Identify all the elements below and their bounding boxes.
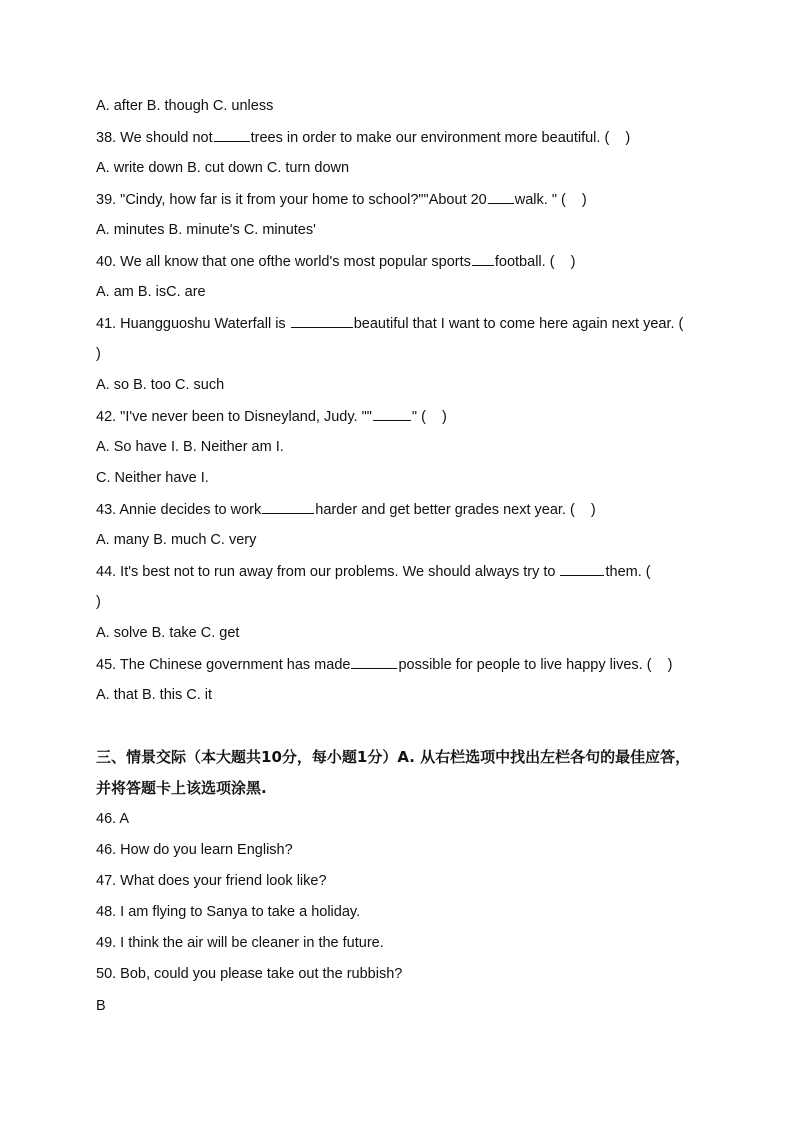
question-47: 47. What does your friend look like? bbox=[96, 873, 327, 889]
answer-blank bbox=[373, 406, 411, 421]
q40-options: A. am B. isC. are bbox=[96, 284, 206, 300]
q37-options: A. after B. though C. unless bbox=[96, 98, 274, 114]
q38-options: A. write down B. cut down C. turn down bbox=[96, 160, 350, 176]
q42-options-2: C. Neither have I. bbox=[96, 470, 209, 486]
question-45: 45. The Chinese government has made possible for people to live happy lives. ( ) bbox=[96, 654, 716, 675]
question-44: 44. It's best not to run away from our problems. We should always try to them. ( bbox=[96, 561, 716, 582]
part-b-label: B bbox=[96, 998, 106, 1014]
question-40: 40. We all know that one ofthe world's most popular sports football. ( ) bbox=[96, 251, 716, 272]
answer-blank bbox=[488, 189, 514, 204]
q39-options: A. minutes B. minute's C. minutes' bbox=[96, 222, 316, 238]
answer-blank bbox=[262, 499, 314, 514]
question-39: 39. "Cindy, how far is it from your home to school?""About 20 walk. " ( ) bbox=[96, 189, 716, 210]
q42-options-1: A. So have I. B. Neither am I. bbox=[96, 439, 284, 455]
q41-options: A. so B. too C. such bbox=[96, 377, 225, 393]
question-50: 50. Bob, could you please take out the rubbish? bbox=[96, 966, 403, 982]
answer-blank bbox=[291, 313, 353, 328]
question-43: 43. Annie decides to work harder and get better grades next year. ( ) bbox=[96, 499, 716, 520]
question-44-cont: ) bbox=[96, 594, 101, 610]
answer-blank bbox=[214, 127, 250, 142]
question-48: 48. I am flying to Sanya to take a holiday. bbox=[96, 904, 361, 920]
answer-blank bbox=[560, 561, 604, 576]
question-46: 46. How do you learn English? bbox=[96, 842, 293, 858]
section-heading: 三、情景交际（本大题共10分，每小题1分）A. 从右栏选项中找出左栏各句的最佳应答， bbox=[96, 748, 691, 766]
question-41: 41. Huangguoshu Waterfall is beautiful that I want to come here again next year. ( bbox=[96, 313, 716, 334]
answer-blank bbox=[351, 654, 397, 669]
answer-blank bbox=[472, 251, 494, 266]
part-a-label: 46. A bbox=[96, 811, 130, 827]
question-38: 38. We should not trees in order to make our environment more beautiful. ( ) bbox=[96, 127, 716, 148]
question-42: 42. "I've never been to Disneyland, Judy. "" " ( ) bbox=[96, 406, 716, 427]
question-41-cont: ) bbox=[96, 346, 101, 362]
q44-options: A. solve B. take C. get bbox=[96, 625, 240, 641]
question-49: 49. I think the air will be cleaner in the future. bbox=[96, 935, 384, 951]
section-heading-cont: 并将答题卡上该选项涂黑. bbox=[96, 779, 267, 797]
q43-options: A. many B. much C. very bbox=[96, 532, 257, 548]
q45-options: A. that B. this C. it bbox=[96, 687, 213, 703]
